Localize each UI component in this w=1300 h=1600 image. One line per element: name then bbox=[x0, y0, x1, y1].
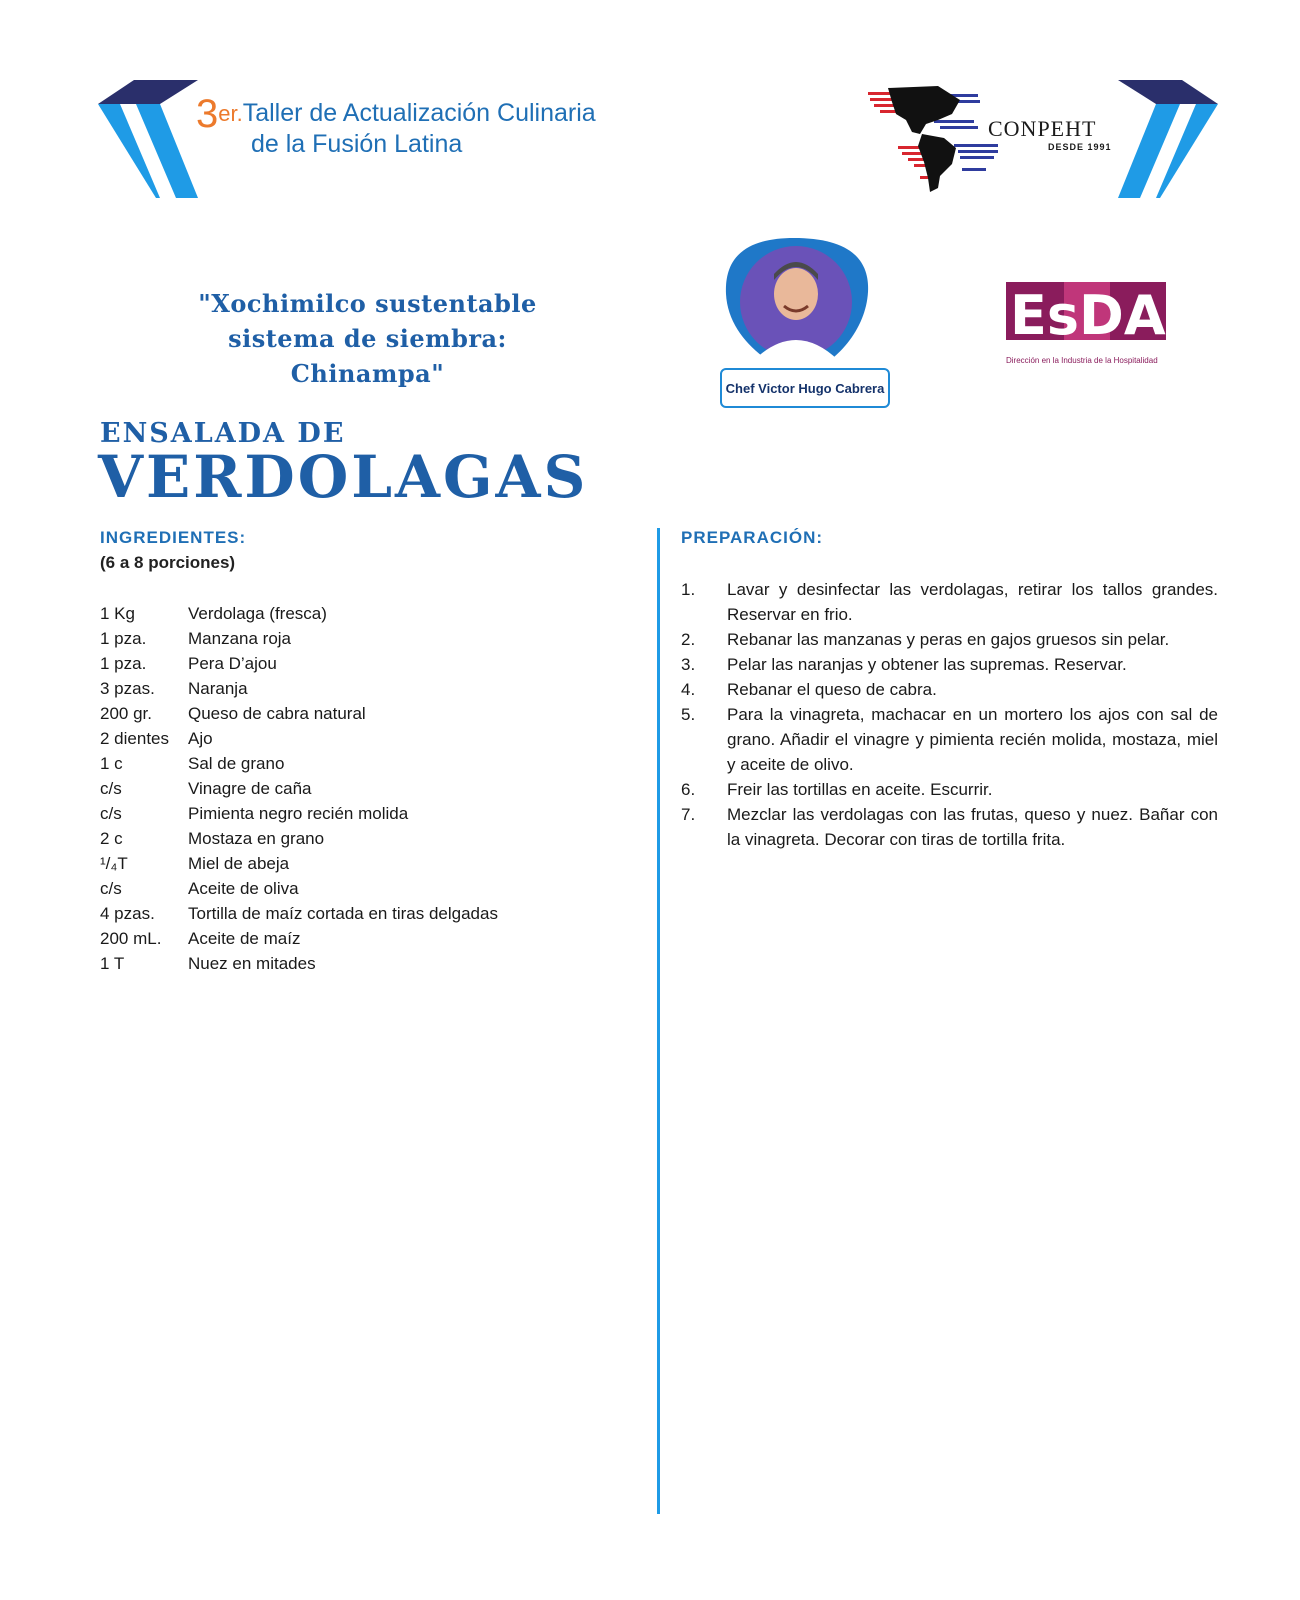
step-text: Freir las tortillas en aceite. Escurrir. bbox=[727, 780, 993, 799]
ingredient-name: Ajo bbox=[188, 729, 213, 748]
ingredients-heading: INGREDIENTES: bbox=[100, 528, 247, 547]
chevron-decoration-left bbox=[98, 80, 208, 198]
ingredient-quantity: ¹/₄T bbox=[100, 854, 128, 873]
step-text: Pelar las naranjas y obtener las supremas. Reservar. bbox=[727, 655, 1127, 674]
ingredient-quantity: 1 pza. bbox=[100, 629, 147, 648]
ingredient-item bbox=[100, 951, 640, 976]
ingredient-item bbox=[100, 901, 640, 926]
esdai-caption: Dirección en la Industria de la Hospitalidad bbox=[1006, 356, 1158, 365]
ingredient-quantity: 3 pzas. bbox=[100, 679, 155, 698]
subtitle-line2: sistema de siembra: Chinampa" bbox=[228, 324, 507, 388]
ingredient-quantity: c/s bbox=[100, 804, 122, 823]
step-number: 7. bbox=[681, 805, 696, 824]
ingredient-quantity: 2 c bbox=[100, 829, 123, 848]
conpeht-since: DESDE 1991 bbox=[1048, 142, 1112, 152]
ingredients-portions: (6 a 8 porciones) bbox=[100, 553, 236, 572]
workshop-line2: de la Fusión Latina bbox=[251, 130, 463, 158]
ingredient-name: Manzana roja bbox=[188, 629, 292, 648]
event-subtitle bbox=[150, 286, 585, 391]
ingredient-item bbox=[100, 801, 640, 826]
step-text: Para la vinagreta, machacar en un mortero los ajos con sal de grano. Añadir el vinagre y pimienta recién molida, mostaza, miel y aceite de olivo. bbox=[727, 705, 1218, 774]
ingredient-name: Pimienta negro recién molida bbox=[188, 804, 409, 823]
ingredient-name: Tortilla de maíz cortada en tiras delgadas bbox=[188, 904, 498, 923]
ingredient-item bbox=[100, 826, 640, 851]
step-number: 1. bbox=[681, 580, 696, 599]
ingredient-name: Sal de grano bbox=[188, 754, 285, 773]
preparation-step bbox=[681, 702, 1218, 777]
preparation-step bbox=[681, 652, 1218, 677]
preparation-step bbox=[681, 577, 1218, 627]
ingredient-name: Mostaza en grano bbox=[188, 829, 325, 848]
ingredient-quantity: 1 T bbox=[100, 954, 125, 973]
recipe-title-big: VERDOLAGAS bbox=[98, 443, 589, 511]
step-text: Rebanar el queso de cabra. bbox=[727, 680, 937, 699]
ingredient-name: Queso de cabra natural bbox=[188, 704, 366, 723]
ingredient-item bbox=[100, 851, 640, 876]
ingredient-item bbox=[100, 876, 640, 901]
ingredient-quantity: 200 gr. bbox=[100, 704, 152, 723]
subtitle-line1: "Xochimilco sustentable bbox=[198, 289, 537, 318]
ingredient-item bbox=[100, 726, 640, 751]
ingredient-item bbox=[100, 776, 640, 801]
ingredient-name: Verdolaga (fresca) bbox=[188, 604, 327, 623]
conpeht-name: CONPEHT bbox=[988, 116, 1097, 141]
ingredient-name: Pera D’ajou bbox=[188, 654, 277, 673]
preparation-heading: PREPARACIÓN: bbox=[681, 528, 824, 547]
preparation-step bbox=[681, 777, 1218, 802]
preparation-step bbox=[681, 802, 1218, 852]
step-number: 3. bbox=[681, 655, 696, 674]
esdai-logo-text: EsDAI bbox=[1010, 284, 1186, 347]
ingredient-quantity: c/s bbox=[100, 879, 122, 898]
chef-name-label: Chef Victor Hugo Cabrera bbox=[720, 368, 890, 408]
ingredient-item bbox=[100, 926, 640, 951]
workshop-title bbox=[196, 92, 596, 159]
preparation-steps bbox=[681, 577, 1218, 852]
step-text: Rebanar las manzanas y peras en gajos gruesos sin pelar. bbox=[727, 630, 1170, 649]
ingredient-name: Naranja bbox=[188, 679, 248, 698]
workshop-line1: Taller de Actualización Culinaria bbox=[242, 99, 596, 127]
ingredient-item bbox=[100, 626, 640, 651]
ingredient-quantity: 4 pzas. bbox=[100, 904, 155, 923]
ingredient-name: Nuez en mitades bbox=[188, 954, 316, 973]
ingredient-quantity: 200 mL. bbox=[100, 929, 162, 948]
ingredient-quantity: c/s bbox=[100, 779, 122, 798]
ingredient-item bbox=[100, 701, 640, 726]
chevron-decoration-right bbox=[1108, 80, 1218, 198]
esdai-logo bbox=[1006, 278, 1186, 368]
ingredient-quantity: 2 dientes bbox=[100, 729, 169, 748]
ingredient-name: Miel de abeja bbox=[188, 854, 290, 873]
ingredient-item bbox=[100, 676, 640, 701]
ingredient-list bbox=[100, 601, 640, 976]
step-number: 4. bbox=[681, 680, 696, 699]
step-number: 6. bbox=[681, 780, 696, 799]
workshop-number: 3 bbox=[196, 92, 219, 136]
recipe-title-small: ENSALADA DE bbox=[100, 418, 346, 449]
step-number: 2. bbox=[681, 630, 696, 649]
step-text: Mezclar las verdolagas con las frutas, queso y nuez. Bañar con la vinagreta. Decorar con tiras de tortilla frita. bbox=[727, 805, 1218, 849]
ingredient-item bbox=[100, 601, 640, 626]
ingredient-quantity: 1 c bbox=[100, 754, 123, 773]
ingredient-quantity: 1 pza. bbox=[100, 654, 147, 673]
column-divider bbox=[657, 528, 660, 1514]
americas-map-logo bbox=[868, 84, 1008, 194]
preparation-step bbox=[681, 677, 1218, 702]
ingredient-item bbox=[100, 751, 640, 776]
ingredient-name: Vinagre de caña bbox=[188, 779, 312, 798]
ingredient-name: Aceite de maíz bbox=[188, 929, 301, 948]
ingredient-item bbox=[100, 651, 640, 676]
step-text: Lavar y desinfectar las verdolagas, retirar los tallos grandes. Reservar en frio. bbox=[727, 580, 1218, 624]
workshop-suffix: er. bbox=[218, 101, 243, 126]
ingredient-name: Aceite de oliva bbox=[188, 879, 299, 898]
step-number: 5. bbox=[681, 705, 696, 724]
ingredient-quantity: 1 Kg bbox=[100, 604, 135, 623]
preparation-step bbox=[681, 627, 1218, 652]
